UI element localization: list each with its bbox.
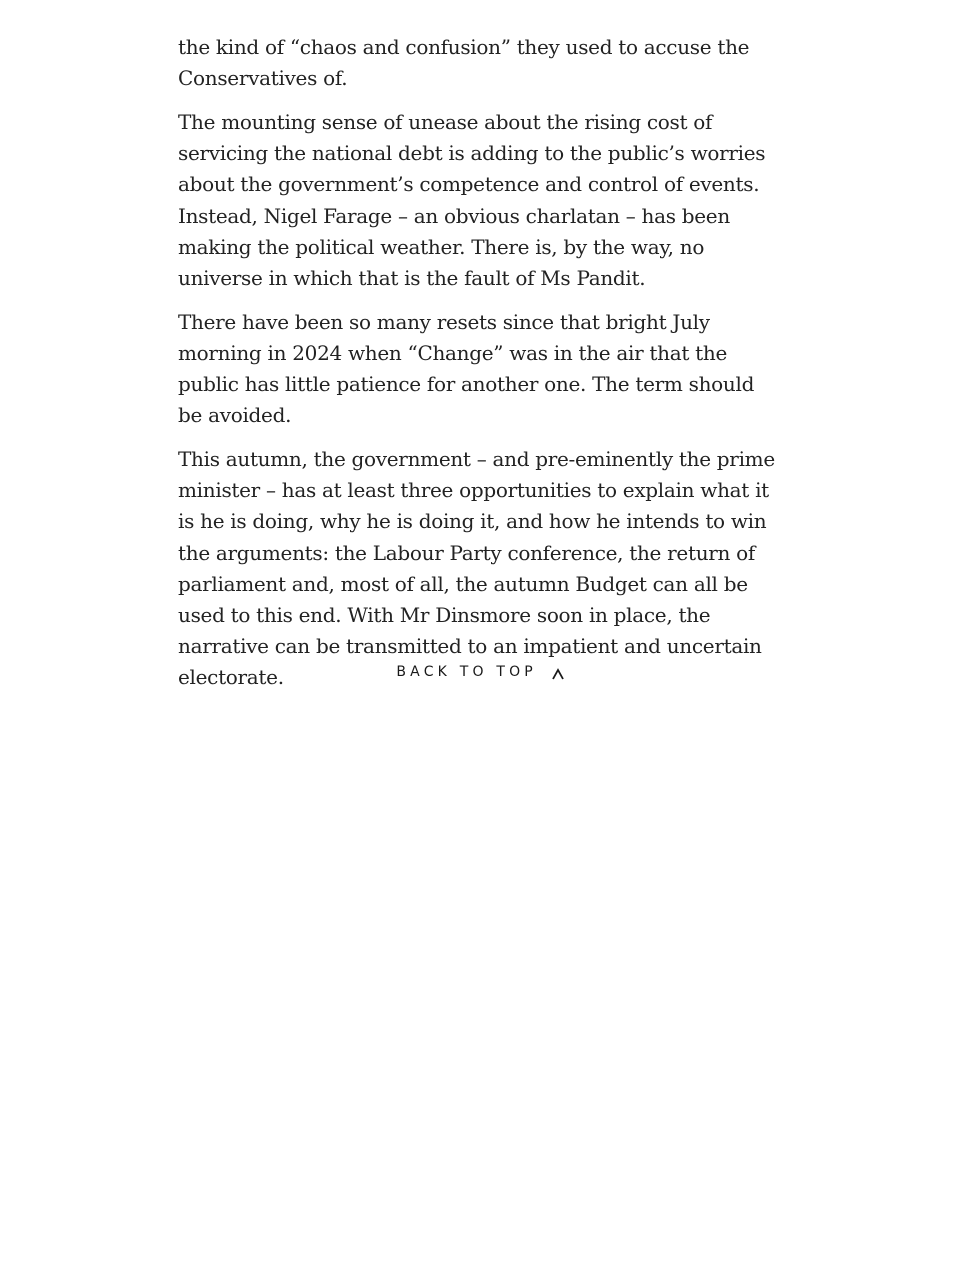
back-to-top-label: BACK TO TOP [396,664,537,680]
article-paragraph: The mounting sense of unease about the rising cost of servicing the national debt is adding to the public’s worries about the government’s competence and control of events. Instead, Nigel Farage – an obvious charlatan – has been making the political weather. There is, by the way, no universe in which that is the fault of Ms Pandit. [178,109,766,290]
article-paragraph: the kind of “chaos and confusion” they used to accuse the Conservatives of. [178,35,750,91]
caret-up-icon [552,668,564,680]
back-to-top-link[interactable] [0,664,960,680]
article-paragraph: This autumn, the government – and pre-eminently the prime minister – has at least three opportunities to explain what it is he is doing, why he is doing it, and how he intends to win the arguments: the Labour Party conference, the return of parliament and, most of all, the autumn Budget can all be used to this end. With Mr Dinsmore soon in place, the narrative can be transmitted to an impatient and uncertain electorate. [178,446,775,690]
article-paragraph: There have been so many resets since that bright July morning in 2024 when “Change” was in the air that the public has little patience for another one. The term should be avoided. [178,309,755,428]
article-body [178,32,778,706]
